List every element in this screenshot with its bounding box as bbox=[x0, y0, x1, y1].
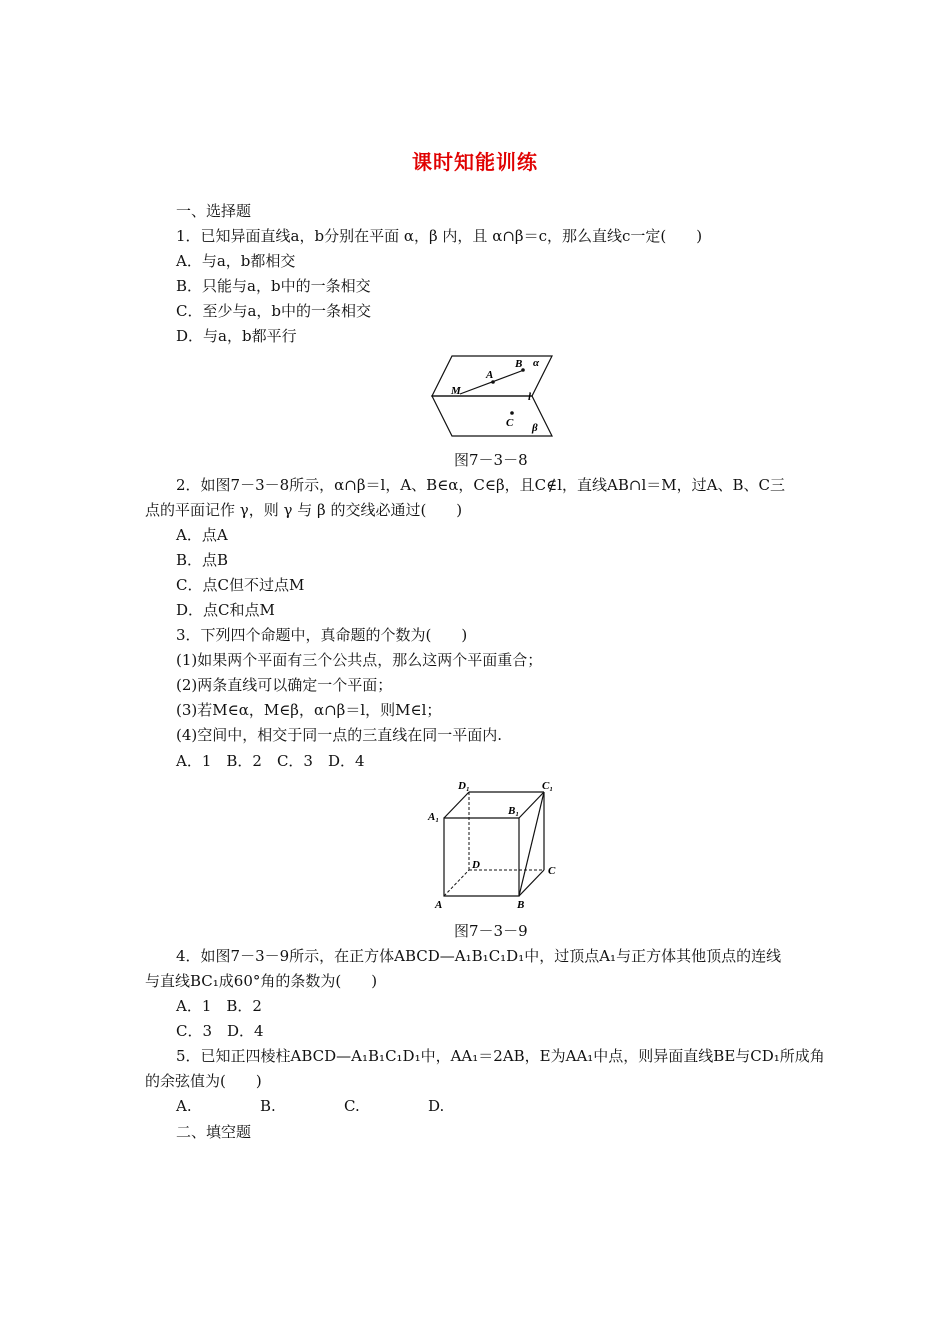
q1-option-b: B．只能与a，b中的一条相交 bbox=[176, 277, 371, 295]
label-l: l bbox=[528, 391, 532, 403]
figure-7-3-9-caption: 图7－3－9 bbox=[454, 922, 528, 940]
q1-option-a: A．与a，b都相交 bbox=[176, 252, 296, 270]
question-5-line-1: 5．已知正四棱柱ABCD—A₁B₁C₁D₁中，AA₁＝2AB，E为AA₁中点，则异面直线BE与CD₁所成角 bbox=[176, 1047, 825, 1065]
label-a: A bbox=[435, 899, 443, 911]
edge-b-c bbox=[519, 870, 544, 896]
section-choice-heading: 一、选择题 bbox=[176, 202, 252, 220]
q1-option-c: C．至少与a，b中的一条相交 bbox=[176, 302, 372, 320]
q3-proposition-3: (3)若M∈α，M∈β，α∩β＝l，则M∈l； bbox=[176, 701, 442, 719]
label-b: B bbox=[515, 358, 523, 370]
q3-proposition-4: (4)空间中，相交于同一点的三直线在同一平面内. bbox=[176, 726, 503, 744]
point-c bbox=[510, 411, 514, 415]
question-4-line-1: 4．如图7－3－9所示，在正方体ABCD—A₁B₁C₁D₁中，过顶点A₁与正方体其他顶点的连线 bbox=[176, 947, 782, 965]
label-m: M bbox=[451, 385, 461, 397]
question-3: 3．下列四个命题中，真命题的个数为( ) bbox=[176, 626, 468, 644]
q3-proposition-2: (2)两条直线可以确定一个平面； bbox=[176, 676, 393, 694]
q5-option-d: D. bbox=[428, 1097, 445, 1115]
q2-option-a: A．点A bbox=[176, 526, 228, 544]
label-c: C bbox=[548, 865, 556, 877]
label-d1: D₁ bbox=[458, 780, 470, 792]
question-2-line-1: 2．如图7－3－8所示，α∩β＝l，A、B∈α，C∈β，且C∉l，直线AB∩l＝M，过A、B、C三 bbox=[176, 476, 785, 494]
label-alpha: α bbox=[533, 357, 540, 369]
q2-option-c: C．点C但不过点M bbox=[176, 576, 305, 594]
question-2-line-2: 点的平面记作 γ，则 γ 与 β 的交线必通过( ) bbox=[145, 501, 463, 519]
label-beta: β bbox=[532, 422, 538, 434]
section-fill-heading: 二、填空题 bbox=[176, 1123, 252, 1141]
question-5-line-2: 的余弦值为( ) bbox=[145, 1072, 262, 1090]
q4-options-row-2: C．3 D．4 bbox=[176, 1022, 264, 1040]
label-d: D bbox=[472, 859, 480, 871]
q2-option-b: B．点B bbox=[176, 551, 229, 569]
label-c1: C₁ bbox=[542, 780, 554, 792]
label-b: B bbox=[517, 899, 525, 911]
label-b1: B₁ bbox=[508, 805, 520, 817]
q2-option-d: D．点C和点M bbox=[176, 601, 275, 619]
label-a: A bbox=[486, 369, 494, 381]
hidden-edge-a-d bbox=[444, 870, 469, 896]
question-4-line-2: 与直线BC₁成60°角的条数为( ) bbox=[145, 972, 378, 990]
edge-a1-d1 bbox=[444, 792, 469, 818]
q5-option-b: B. bbox=[260, 1097, 276, 1115]
q3-proposition-1: (1)如果两个平面有三个公共点，那么这两个平面重合； bbox=[176, 651, 543, 669]
q4-options-row-1: A．1 B．2 bbox=[176, 997, 262, 1015]
label-a1: A₁ bbox=[428, 811, 440, 823]
q5-option-a: A. bbox=[176, 1097, 192, 1115]
q1-option-d: D．与a，b都平行 bbox=[176, 327, 297, 345]
edge-b1-c1 bbox=[519, 792, 544, 818]
page-title: 课时知能训练 bbox=[412, 150, 538, 174]
figure-7-3-9 bbox=[424, 776, 564, 912]
figure-7-3-8 bbox=[420, 350, 560, 442]
q5-option-c: C. bbox=[344, 1097, 360, 1115]
label-c: C bbox=[506, 417, 514, 429]
figure-7-3-8-caption: 图7－3－8 bbox=[454, 451, 528, 469]
diagonal-bc1 bbox=[519, 792, 544, 896]
q3-options: A．1 B．2 C．3 D．4 bbox=[176, 752, 365, 770]
question-1: 1．已知异面直线a，b分别在平面 α，β 内，且 α∩β＝c，那么直线c一定( ) bbox=[176, 227, 703, 245]
